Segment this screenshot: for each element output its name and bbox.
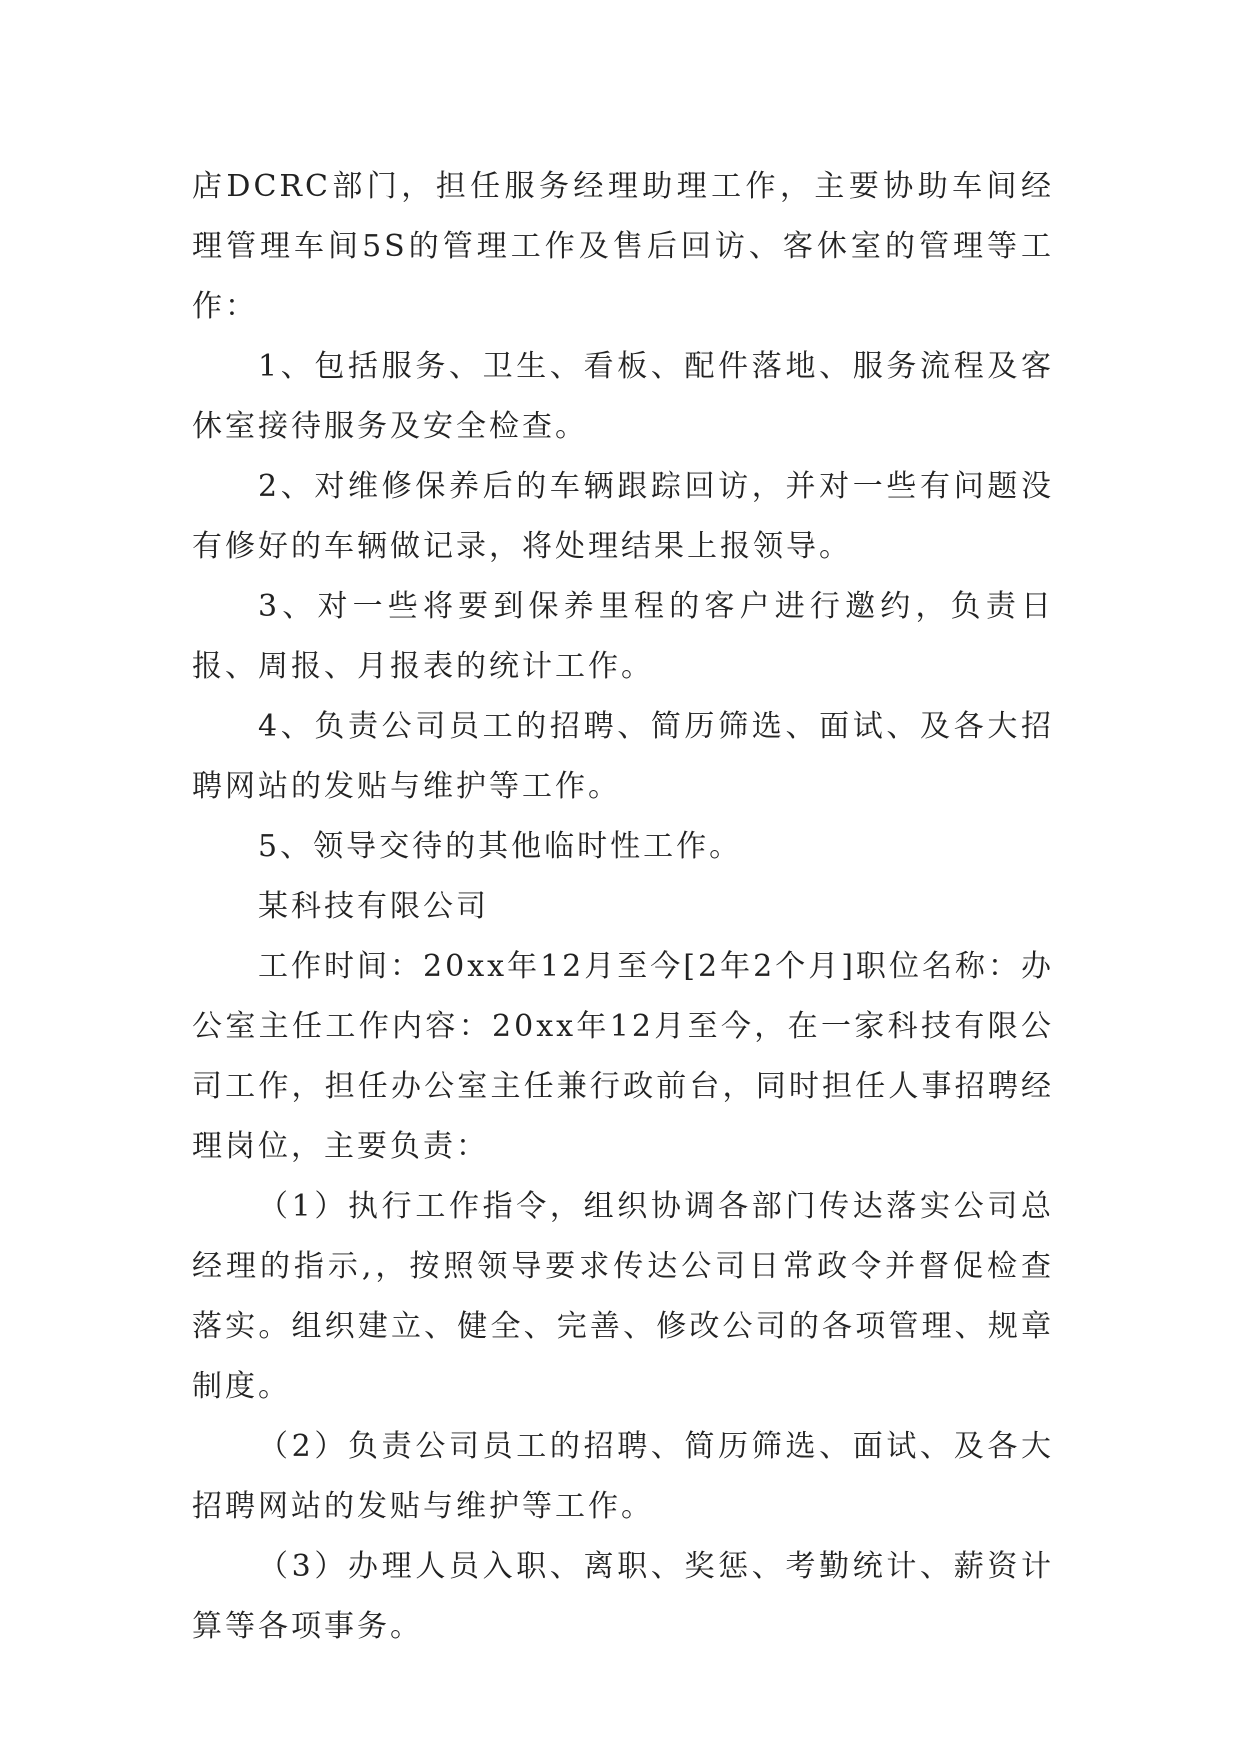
company-name: 某科技有限公司	[258, 889, 489, 924]
paragraph-duty-1: （1）执行工作指令，组织协调各部门传达落实公司总经理的指示,，按照领导要求传达公司日常政令并督促检查落实。组织建立、健全、完善、修改公司的各项管理、规章制度。	[192, 1189, 1054, 1404]
paragraph-item-2: 2、对维修保养后的车辆跟踪回访，并对一些有问题没有修好的车辆做记录，将处理结果上报领导。	[192, 469, 1054, 564]
paragraph-item-4: 4、负责公司员工的招聘、简历筛选、面试、及各大招聘网站的发贴与维护等工作。	[192, 709, 1054, 804]
document-body	[192, 157, 1054, 1657]
paragraph-duty-2: （2）负责公司员工的招聘、简历筛选、面试、及各大招聘网站的发贴与维护等工作。	[192, 1429, 1054, 1524]
paragraph-item-5: 5、领导交待的其他临时性工作。	[258, 829, 743, 864]
paragraph-item-3: 3、对一些将要到保养里程的客户进行邀约，负责日报、周报、月报表的统计工作。	[192, 589, 1054, 684]
paragraph-item-1: 1、包括服务、卫生、看板、配件落地、服务流程及客休室接待服务及安全检查。	[192, 349, 1054, 444]
paragraph-job-details: 工作时间：20xx年12月至今[2年2个月]职位名称：办公室主任工作内容：20xx年12月至今，在一家科技有限公司工作，担任办公室主任兼行政前台，同时担任人事招聘经理岗位，主要负责：	[192, 949, 1054, 1164]
paragraph-dcrc-role: 店DCRC部门，担任服务经理助理工作，主要协助车间经理管理车间5S的管理工作及售后回访、客休室的管理等工作：	[192, 169, 1054, 324]
paragraph-duty-3: （3）办理人员入职、离职、奖惩、考勤统计、薪资计算等各项事务。	[192, 1549, 1054, 1644]
